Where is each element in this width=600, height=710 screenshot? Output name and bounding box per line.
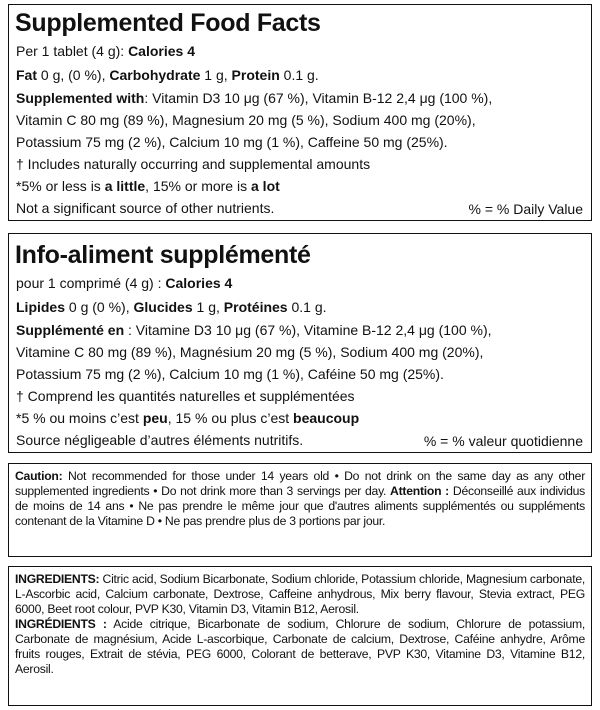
english-supp-line3: Potassium 75 mg (2 %), Calcium 10 mg (1 %), Caffeine 50 mg (25%). bbox=[16, 134, 448, 150]
french-protein-value: 0.1 g. bbox=[291, 299, 327, 315]
french-dv-lot: beaucoup bbox=[293, 410, 360, 426]
french-not-significant: Source négligeable d’autres éléments nutritifs. bbox=[16, 432, 304, 448]
french-carb-label: Glucides bbox=[133, 299, 193, 315]
french-title: Info-aliment supplémenté bbox=[15, 241, 311, 269]
french-supp-line3: Potassium 75 mg (2 %), Calcium 10 mg (1 %), Caféine 50 mg (25%). bbox=[16, 366, 444, 382]
french-carb-value: 1 g, bbox=[196, 299, 220, 315]
english-dv-lot: a lot bbox=[251, 178, 280, 194]
french-facts-panel bbox=[8, 233, 592, 453]
french-calories: Calories 4 bbox=[165, 275, 233, 291]
english-supp-label: Supplemented with bbox=[16, 90, 145, 106]
french-supp-line1: : Vitamine D3 10 μg (67 %), Vitamine B-12 2,4 μg (100 %), bbox=[128, 322, 492, 338]
caution-text-fr: Déconseillé aux individus de moins de 14 ans • Ne pas prendre le même jour que d'autres aliments supplémentés ou suppléments contenant de la Vitamine D • Ne pas prendre plus de 3 portions par jour. bbox=[15, 484, 586, 528]
english-facts-panel bbox=[8, 4, 592, 221]
caution-text-en: Not recommended for those under 14 years old • Do not drink on the same day as any other supplemented ingredients • Do not drink more than 3 servings per day. bbox=[15, 469, 586, 498]
english-fat-label: Fat bbox=[16, 67, 37, 83]
french-fat-label: Lipides bbox=[16, 299, 66, 315]
french-fat-value: 0 g (0 %), bbox=[68, 299, 130, 315]
french-dv-legend: % = % valeur quotidienne bbox=[423, 433, 583, 449]
caution-label: Caution: bbox=[15, 469, 63, 483]
caution-text-block bbox=[15, 469, 585, 529]
english-supp-line1: : Vitamin D3 10 μg (67 %), Vitamin B-12 2,4 μg (100 %), bbox=[144, 90, 493, 106]
english-protein-label: Protein bbox=[231, 67, 280, 83]
ingredients-text-en: Citric acid, Sodium Bicarbonate, Sodium chloride, Potassium chloride, Magnesium carbonate, L-Ascorbic acid, Calcium carbonate, Dextrose, Caffeine anhydrous, Mix berry flavour, Stevia extract, PEG 6000, Beet root colour, PVP K30, Vitamin D3, Vitamin B12, Aerosil. bbox=[15, 572, 585, 616]
english-calories: Calories 4 bbox=[128, 43, 195, 59]
english-dagger-note: † Includes naturally occurring and supplemental amounts bbox=[16, 156, 371, 172]
caution-panel bbox=[8, 463, 592, 557]
french-macros-line bbox=[16, 300, 327, 314]
french-serving-line bbox=[16, 276, 232, 290]
attention-label: Attention : bbox=[390, 484, 449, 498]
english-supplemented-line1 bbox=[16, 91, 492, 105]
english-title: Supplemented Food Facts bbox=[15, 9, 321, 37]
french-dv-little: peu bbox=[142, 410, 168, 426]
french-dv-prefix: *5 % ou moins c’est bbox=[16, 410, 139, 426]
english-serving: Per 1 tablet (4 g): bbox=[16, 43, 125, 59]
ingredients-label-en: INGREDIENTS: bbox=[15, 572, 100, 586]
french-supplemented-line1 bbox=[16, 323, 492, 337]
french-dv-line bbox=[16, 411, 359, 425]
french-supp-line2: Vitamine C 80 mg (89 %), Magnésium 20 mg (5 %), Sodium 400 mg (20%), bbox=[16, 344, 484, 360]
english-dv-middle: , 15% or more is bbox=[145, 178, 248, 194]
english-carb-value: 1 g, bbox=[204, 67, 228, 83]
english-serving-line bbox=[16, 44, 195, 58]
ingredients-label-fr: INGRÉDIENTS : bbox=[15, 617, 107, 631]
english-dv-little: a little bbox=[104, 178, 146, 194]
english-macros-line bbox=[16, 68, 319, 82]
english-dv-line bbox=[16, 179, 280, 193]
english-supp-line2: Vitamin C 80 mg (89 %), Magnesium 20 mg (5 %), Sodium 400 mg (20%), bbox=[16, 112, 476, 128]
ingredients-text-fr: Acide citrique, Bicarbonate de sodium, Chlorure de sodium, Chlorure de potassium, Carbonate de magnésium, Acide L-ascorbique, Carbonate de calcium, Dextrose, Caféine anhydre, Arôme fruits rouges, Extrait de stévia, PEG 6000, Colorant de betterave, PVP K30, Vitamine D3, Vitamine B12, Aerosil. bbox=[15, 617, 586, 676]
english-not-significant: Not a significant source of other nutrients. bbox=[16, 200, 275, 216]
english-dv-legend: % = % Daily Value bbox=[468, 201, 583, 217]
english-protein-value: 0.1 g. bbox=[283, 67, 319, 83]
ingredients-panel bbox=[8, 566, 592, 706]
french-serving: pour 1 comprimé (4 g) : bbox=[16, 275, 162, 291]
ingredients-text-block bbox=[15, 572, 585, 677]
french-dv-middle: , 15 % ou plus c’est bbox=[167, 410, 290, 426]
french-dagger-note: † Comprend les quantités naturelles et supplémentées bbox=[16, 388, 355, 404]
english-fat-value: 0 g, (0 %), bbox=[40, 67, 106, 83]
english-carb-label: Carbohydrate bbox=[109, 67, 201, 83]
french-protein-label: Protéines bbox=[223, 299, 288, 315]
english-dv-prefix: *5% or less is bbox=[16, 178, 101, 194]
french-supp-label: Supplémenté en bbox=[16, 322, 125, 338]
